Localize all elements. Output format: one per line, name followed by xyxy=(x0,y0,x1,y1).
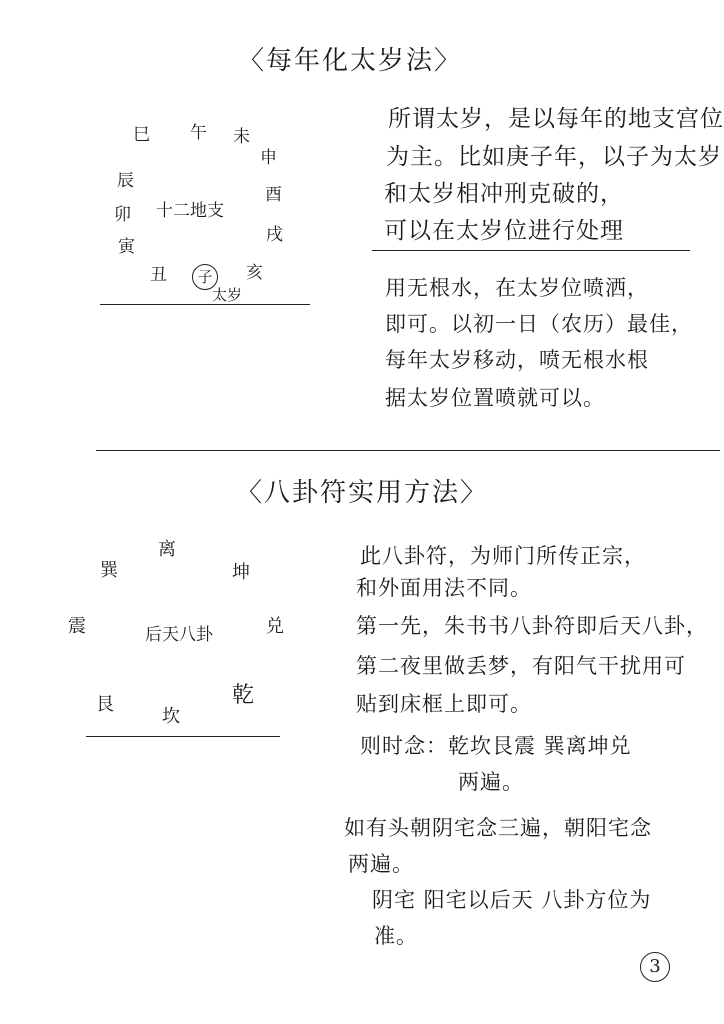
s2-line3: 第一先，朱书书八卦符即后天八卦， xyxy=(356,614,708,638)
trigram-kan: 坎 xyxy=(162,706,180,727)
s2-line10: 阴宅 阳宅以后天 八卦方位为 xyxy=(372,888,652,912)
trigram-li: 离 xyxy=(158,539,176,560)
taisui-label: 太岁 xyxy=(212,286,243,304)
branch-xu: 戌 xyxy=(266,225,283,245)
trigram-gen: 艮 xyxy=(96,694,114,715)
branch-hai: 亥 xyxy=(246,263,263,283)
bagua-center-label: 后天八卦 xyxy=(145,625,213,645)
branch-you: 酉 xyxy=(265,185,282,205)
s2-line4: 第二夜里做丢梦，有阳气干扰用可 xyxy=(356,654,686,678)
para2-line2: 即可。以初一日（农历）最佳， xyxy=(385,312,693,336)
para1-line4: 可以在太岁位进行处理 xyxy=(384,218,624,244)
s2-line11: 准。 xyxy=(374,924,418,948)
para2-line3: 每年太岁移动，喷无根水根 xyxy=(385,348,649,372)
branch-mao: 卯 xyxy=(114,205,131,225)
branch-zi: 子 xyxy=(197,268,213,286)
section-separator xyxy=(96,450,720,451)
branch-si: 巳 xyxy=(133,125,150,145)
s2-line1: 此八卦符，为师门所传正宗， xyxy=(360,544,646,568)
branch-chen: 辰 xyxy=(117,171,134,191)
para1-line2: 为主。比如庚子年，以子为太岁 xyxy=(386,144,722,170)
branch-wu: 午 xyxy=(190,123,207,143)
para1-line3: 和太岁相冲刑克破的， xyxy=(384,181,624,207)
s2-line2: 和外面用法不同。 xyxy=(356,576,532,600)
trigram-xun: 巽 xyxy=(100,560,118,581)
branch-yin: 寅 xyxy=(118,237,135,257)
para2-line1: 用无根水，在太岁位喷洒， xyxy=(385,276,649,300)
trigram-kun: 坤 xyxy=(232,562,250,583)
s2-line7: 两遍。 xyxy=(458,770,524,794)
section1-title: 〈每年化太岁法〉 xyxy=(238,46,463,76)
wheel-underline xyxy=(100,304,310,305)
s2-line9: 两遍。 xyxy=(348,852,414,876)
wheel-center-label: 十二地支 xyxy=(156,201,224,221)
paragraph-divider xyxy=(372,250,690,251)
page-number: 3 xyxy=(640,952,670,982)
s2-line5: 贴到床框上即可。 xyxy=(356,692,532,716)
section2-title: 〈八卦符实用方法〉 xyxy=(236,478,489,508)
branch-shen: 申 xyxy=(260,148,277,168)
para1-line1: 所谓太岁，是以每年的地支宫位 xyxy=(388,106,724,132)
s2-line8: 如有头朝阴宅念三遍，朝阳宅念 xyxy=(344,816,652,840)
bagua-underline xyxy=(86,736,280,737)
trigram-dui: 兑 xyxy=(266,616,284,637)
branch-wei: 未 xyxy=(233,127,250,147)
s2-line6: 则时念：乾坎艮震 巽离坤兑 xyxy=(360,734,632,758)
trigram-zhen: 震 xyxy=(68,616,86,637)
branch-chou: 丑 xyxy=(150,265,167,285)
trigram-qian: 乾 xyxy=(232,683,255,708)
para2-line4: 据太岁位置喷就可以。 xyxy=(385,386,605,410)
